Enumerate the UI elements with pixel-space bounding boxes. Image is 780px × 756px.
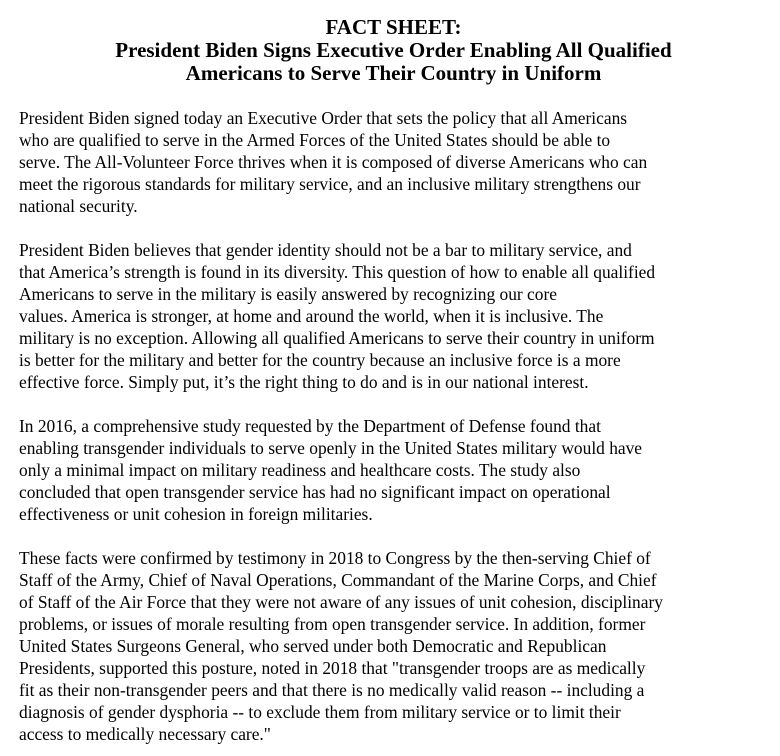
heading-label: FACT SHEET: bbox=[325, 15, 462, 39]
paragraph-2018-testimony: These facts were confirmed by testimony in 2018 to Congress by the then-serving Chief of Staff of the Army, Chief of Naval Operations, Commandant of the Marine Corps, and Chief of Staff of the Air Force that they were not aware of any issues of unit cohesion, disciplinary problems, or issues of morale resulting from open transgender service. In addition, former United States Surgeons General, who served under both Democratic and Republican Presidents, supported this posture, noted in 2018 that "transgender troops are as medically fit as their non-transgender peers and that there is no medically valid reason -- including a diagnosis of gender dysphoria -- to exclude them from military service or to limit their access to medically necessary care." bbox=[19, 548, 663, 744]
paragraph-2016-study: In 2016, a comprehensive study requested by the Department of Defense found that enabling transgender individuals to serve openly in the United States military would have only a minimal impact on military readiness and healthcare costs. The study also concluded that open transgender service has had no significant impact on operational effectiveness or unit cohesion in foreign militaries. bbox=[19, 416, 643, 524]
paragraph-executive-order: President Biden signed today an Executive Order that sets the policy that all Americans who are qualified to serve in the Armed Forces of the United States should be able to serve. The All-Volunteer Force thrives when it is composed of diverse Americans who can meet the rigorous standards for military service, and an inclusive military strengthens our national security. bbox=[19, 108, 648, 216]
fact-sheet-heading bbox=[19, 16, 768, 85]
heading-title-line-2: Americans to Serve Their Country in Uniform bbox=[185, 61, 602, 85]
heading-title-line-1: President Biden Signs Executive Order Enabling All Qualified bbox=[115, 38, 672, 62]
paragraph-gender-identity: President Biden believes that gender identity should not be a bar to military service, and that America’s strength is found in its diversity. This question of how to enable all qualified Americans to serve in the military is easily answered by recognizing our core values. America is stronger, at home and around the world, when it is inclusive. The military is no exception. Allowing all qualified Americans to serve their country in uniform is better for the military and better for the country because an inclusive force is a more effective force. Simply put, it’s the right thing to do and is in our national interest. bbox=[19, 240, 656, 392]
